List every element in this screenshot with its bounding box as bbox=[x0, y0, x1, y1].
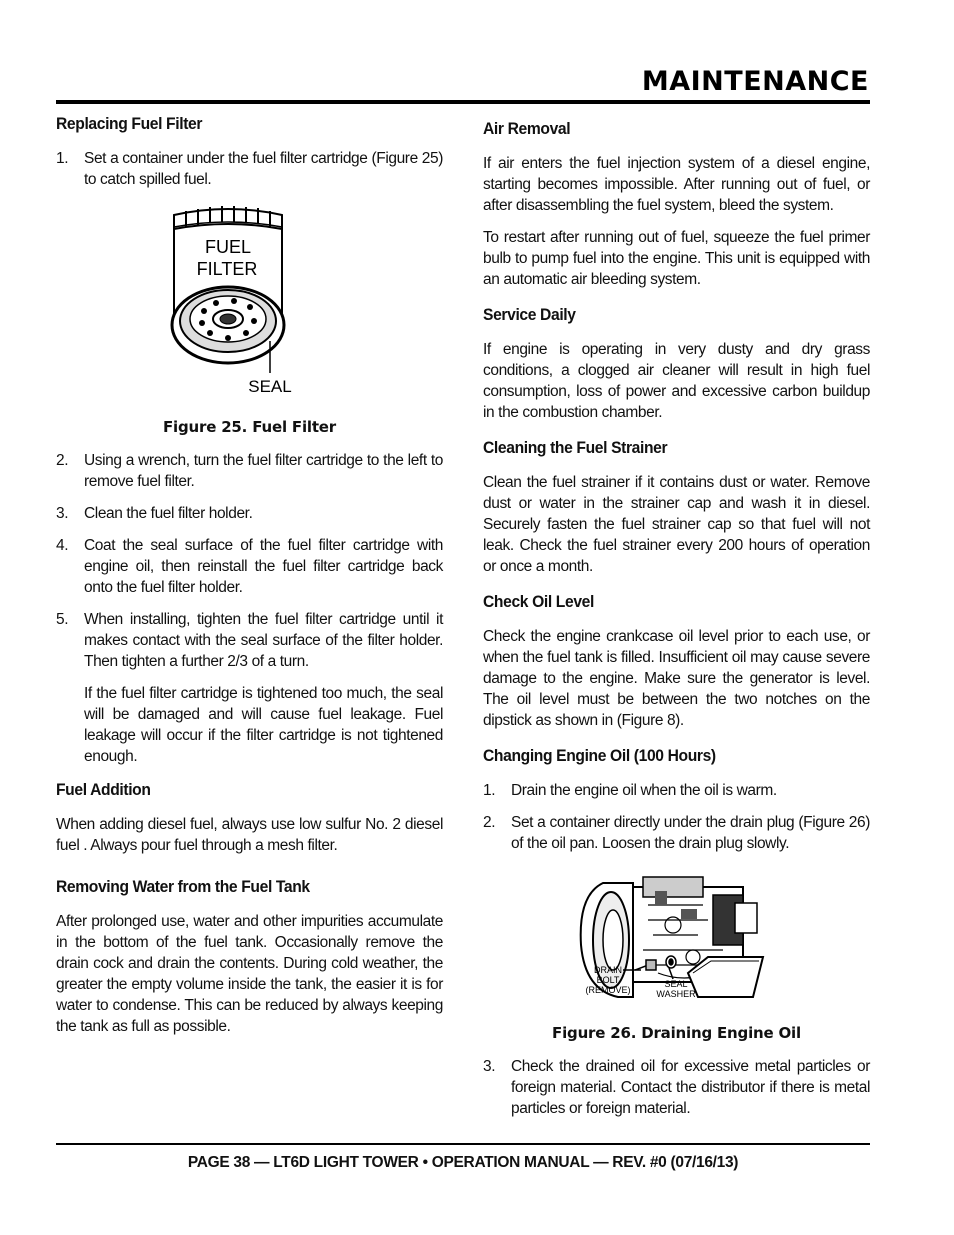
seal-label: SEAL bbox=[664, 979, 688, 989]
section-title-fuel-strainer: Cleaning the Fuel Strainer bbox=[483, 438, 668, 457]
left-column bbox=[56, 113, 443, 1048]
drain-label: DRAIN bbox=[593, 965, 623, 975]
list-text: Using a wrench, turn the fuel filter cartridge to the left to remove fuel filter. bbox=[84, 452, 443, 490]
list-item bbox=[483, 780, 870, 801]
list-number: 3. bbox=[483, 1058, 496, 1075]
figure-26-caption: Figure 26. Draining Engine Oil bbox=[552, 1024, 801, 1042]
header-rule bbox=[56, 100, 870, 104]
section-title-service-daily: Service Daily bbox=[483, 305, 576, 324]
list-text: Coat the seal surface of the fuel filter cartridge with engine oil, then reinstall the fuel filter cartridge back onto the fuel filter holder. bbox=[84, 537, 443, 596]
figure-26-draining-engine-oil bbox=[483, 865, 870, 1020]
figure-25-caption: Figure 25. Fuel Filter bbox=[163, 418, 336, 436]
list-number: 2. bbox=[483, 814, 496, 831]
list-number: 4. bbox=[56, 537, 69, 554]
section-title-check-oil-level: Check Oil Level bbox=[483, 592, 594, 611]
list-text: Drain the engine oil when the oil is warm. bbox=[511, 782, 777, 799]
section-title-changing-engine-oil: Changing Engine Oil (100 Hours) bbox=[483, 746, 716, 765]
list-number: 5. bbox=[56, 611, 69, 628]
washer-label: WASHER bbox=[656, 989, 696, 999]
air-removal-text-1: If air enters the fuel injection system of a diesel engine, starting becomes impossible. After running out of fuel, or after disassembling the fuel system, bleed the system. bbox=[483, 155, 870, 214]
remove-label: (REMOVE) bbox=[585, 985, 631, 995]
check-oil-level-text: Check the engine crankcase oil level prior to each use, or when the fuel tank is filled. Insufficient oil may cause severe damage to the engine. Make sure the generator is level. The oil level must be between the two notches on the dipstick as shown in (Figure 8). bbox=[483, 628, 870, 729]
list-item bbox=[483, 812, 870, 854]
list-text: Clean the fuel filter holder. bbox=[84, 505, 253, 522]
list-item bbox=[483, 1056, 870, 1119]
list-number: 2. bbox=[56, 452, 69, 469]
engine-oil-drain-illustration bbox=[483, 865, 870, 1015]
fuel-addition-text: When adding diesel fuel, always use low sulfur No. 2 diesel fuel . Always pour fuel through a mesh filter. bbox=[56, 816, 443, 854]
fuel-label: FUEL bbox=[204, 237, 252, 257]
filter-label: FILTER bbox=[196, 259, 258, 279]
list-item bbox=[56, 450, 443, 492]
step5-note: If the fuel filter cartridge is tightened too much, the seal will be damaged and will cause fuel leakage. Fuel leakage will occur if the filter cartridge is not tightened enough. bbox=[84, 685, 443, 765]
section-title-removing-water: Removing Water from the Fuel Tank bbox=[56, 877, 310, 896]
removing-water-text: After prolonged use, water and other impurities accumulate in the bottom of the fuel tank. Occasionally remove the drain cock and drain the contents. During cold weather, the greater the empty volume inside the tank, the easier it is for water to condense. This can be reduced by always keeping the tank as full as possible. bbox=[56, 913, 443, 1035]
section-title-air-removal: Air Removal bbox=[483, 119, 571, 138]
fuel-strainer-text: Clean the fuel strainer if it contains dust or water. Remove dust or water in the strainer cap and wash it in diesel. Securely fasten the fuel strainer cap so that fuel will not leak. Check the fuel strainer every 200 hours of operation or once a month. bbox=[483, 474, 870, 575]
air-removal-text-2: To restart after running out of fuel, squeeze the fuel primer bulb to pump fuel into the engine. This unit is equipped with an automatic air bleeding system. bbox=[483, 229, 870, 288]
page-footer: PAGE 38 — LT6D LIGHT TOWER • OPERATION MANUAL — REV. #0 (07/16/13) bbox=[187, 1154, 739, 1171]
list-text: Set a container under the fuel filter cartridge (Figure 25) to catch spilled fuel. bbox=[84, 150, 443, 188]
service-daily-text: If engine is operating in very dusty and dry grass conditions, a clogged air cleaner will result in high fuel consumption, loss of power and excessive carbon buildup in the combustion chamber. bbox=[483, 341, 870, 421]
section-title-fuel-addition: Fuel Addition bbox=[56, 780, 151, 799]
page-title: MAINTENANCE bbox=[641, 66, 869, 97]
list-item bbox=[56, 535, 443, 598]
list-item bbox=[56, 503, 443, 524]
figure-25-fuel-filter bbox=[56, 201, 443, 406]
list-item bbox=[56, 609, 443, 672]
list-text: When installing, tighten the fuel filter cartridge until it makes contact with the seal surface of the filter holder. Then tighten a further 2/3 of a turn. bbox=[84, 611, 443, 670]
list-number: 1. bbox=[483, 782, 496, 799]
list-number: 1. bbox=[56, 150, 69, 167]
section-title-replacing-fuel-filter: Replacing Fuel Filter bbox=[56, 114, 203, 133]
right-column bbox=[483, 118, 870, 1130]
list-text: Set a container directly under the drain plug (Figure 26) of the oil pan. Loosen the drain plug slowly. bbox=[511, 814, 870, 852]
fuel-filter-illustration bbox=[56, 201, 443, 401]
seal-label: SEAL bbox=[248, 377, 292, 396]
list-text: Check the drained oil for excessive metal particles or foreign material. Contact the distributor if there is metal particles or foreign material. bbox=[511, 1058, 870, 1117]
footer-rule bbox=[56, 1143, 870, 1145]
bolt-label: BOLT bbox=[596, 975, 620, 985]
list-number: 3. bbox=[56, 505, 69, 522]
list-item bbox=[56, 148, 443, 190]
